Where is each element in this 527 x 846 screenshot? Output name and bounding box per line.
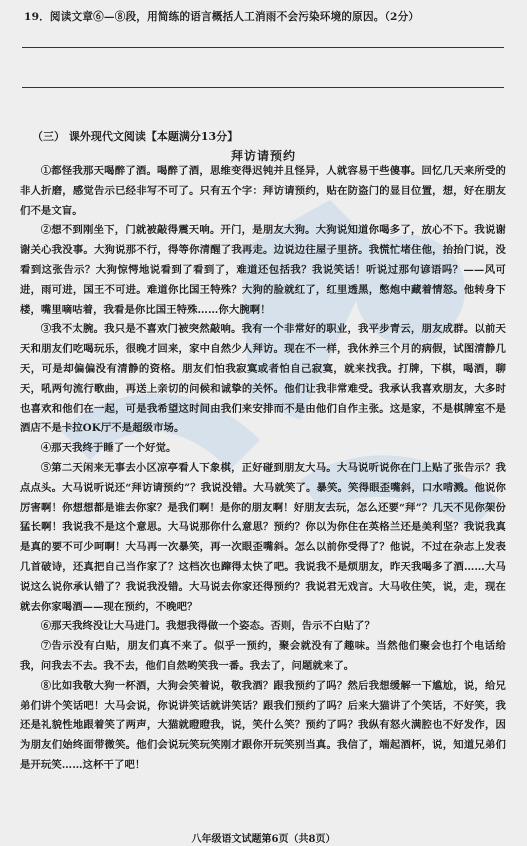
paragraph-6: ⑥那天我终没让大马进门。我想我得做一个姿态。否则，告示不白贴了？ <box>40 620 375 633</box>
paragraph-4: ④那天我终于睡了一个好觉。 <box>40 442 177 455</box>
answer-line-2 <box>22 87 504 88</box>
paragraph-8: ⑧比如我敬大狗一杯酒，大狗会笑着说，敬我酒？跟我预约了吗？然后我想缓解一下尴尬，说，给兄弟们讲个笑话吧！大马会说，你说讲笑话就讲笑话？跟我们预约了吗？后来大猫讲了个笑话，不好笑，我还是礼貌性地跟着笑了两声，大猫就瞪瞪我，说，笑什么笑？预约了吗？我纵有怒火满腔也不好发作，因为朋友们始终面带微笑。他们会说玩笑玩笑刚才跟你开玩笑别当真。我信了，端起酒杯，说，知道兄弟们是开玩笑……这杯干了吧！ <box>20 679 506 771</box>
paragraph-1: ①都怪我那天喝醉了酒。喝醉了酒，思维变得迟钝并且怪异，人就容易干些傻事。回忆几天来所受的非人折磨，感觉告示已经非写不可了。只有五个字：拜访请预约，贴在防盗门的显目位置，想，好在朋友们不是文盲。 <box>20 165 506 217</box>
question-19: 19．阅读文章⑥—⑧段，用简练的语言概括人工消雨不会污染环境的原因。（2分） <box>24 11 420 23</box>
article-title: 拜访请预约 <box>230 149 296 163</box>
paragraph-3: ③我不太腕。我只是不喜欢门被突然敲响。我有一个非常好的职业，我平步青云，朋友成群。以前天天和朋友们吃喝玩乐，很晚才回来，家中自然少人拜访。现在不一样，我休养三个月的病假，试图清静几天，可是却偏偏没有清静的资格。朋友们怕我寂寞或者怕自己寂寞，就来找我。打牌，下棋，喝酒，聊天，吼两句流行歌曲，再送上亲切的问候和诚挚的关怀。他们让我非常难受。我承认我喜欢朋友，大多时也喜欢和他们在一起，可是我希望这时间由我们来安排而不是由他们自作主张。这是家，不是棋牌室不是酒店不是卡拉OK厅不是超级市场。 <box>20 323 506 435</box>
answer-line-1 <box>22 47 504 48</box>
paragraph-2: ②想不到刚坐下，门就被敲得震天响。开门，是朋友大狗。大狗说知道你喝多了，放心不下。我说谢谢关心我没事。大狗说那不行，得等你清醒了我再走。边说边往屋子里挤。我慌忙堵住他，抬抬门说，没看到这张告示？大狗惊愕地说看到了看到了，难道还包括我？我说笑话！听说过那句谚语吗？——风可进，雨可进，国王不可进。难道你比国王特殊？大狗的脸就红了，红里透黑，憋炮中藏着情怒。他转身下楼，嘴里嘀咕着，我看是你比国王特殊……你大腕啊！ <box>20 224 506 316</box>
section-heading: （三） 课外现代文阅读【本题满分13分】 <box>32 130 239 143</box>
article-body <box>20 162 506 776</box>
paragraph-7: ⑦告示没有白贴，朋友们真不来了。似乎一预约，聚会就没有了趣味。当然他们聚会也打个电话给我，问我去不去。我不去，他们自然哟笑我一番。我去了，问题就来了。 <box>20 640 506 672</box>
page-footer: 八年级语文试题第6页（共8页） <box>191 834 336 845</box>
paragraph-5: ⑤第二天闲来无事去小区凉亭看人下象棋，正好碰到朋友大马。大马说听说你在门上贴了张告示？我点点头。大马说听说还“拜访请预约”？我说没错。大马就笑了。暴笑。笑得眼歪嘴斜，口水啃溅。他说你厉害啊！你想想都是谁去你家？是我们啊！是你的朋友啊！好朋友去玩，怎么还要“拜”？几天不见你架份猛长啊！我说我不是这个意思。大马说那你什么意思？预约？你以为你住在英格兰还是美利坚？我说我真是真的要不可少呵啊！大马再一次暴笑，再一次眼歪嘴斜。怎么以前你受得了？他说，不过在杂志上发表几首破诗，还真把自己当作家了？这档次也蹿得太快了吧。我说我不是烦朋友，昨天我喝多了酒……大马说这么说你承认错了？我说我没错。大马说去你家还得预约？我说君无戏言。大马收住笑，说，走，现在就去你家喝酒——现在预约，不晚吧？ <box>20 461 506 613</box>
